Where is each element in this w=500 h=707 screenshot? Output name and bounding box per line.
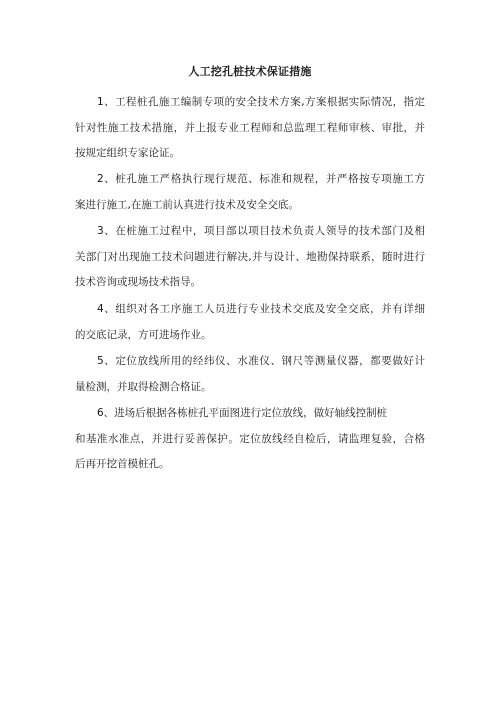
paragraph-line: 5、定位放线所用的经纬仪、水准仪、钢尺等测量仪器，都要做好计 [97,355,425,367]
paragraph-line: 量检测，并取得检测合格证。 [75,380,212,393]
paragraph-line: 按规定组织专家论证。 [75,147,180,159]
paragraph-line: 关部门对出现施工技术问题进行解决,并与设计、地勘保持联系，随时进行 [75,250,425,263]
paragraph-line: 的交底记录，方可进场作业。 [75,328,212,341]
paragraph-4 [75,297,425,348]
paragraph-line: 和基准水准点，并进行妥善保护。定位放线经自检后，请监理复验，合格 [75,432,425,445]
paragraph-line: 技术咨询或现场技术指导。 [75,276,201,288]
paragraph-5 [75,349,425,400]
paragraph-line: 针对性施工技术措施，并上报专业工程师和总监理工程师审核、审批，并 [75,121,425,134]
paragraph-3 [75,219,425,296]
paragraph-line: 1、工程桩孔施工编制专项的安全技术方案,方案根据实际情况，指定 [97,96,425,108]
paragraph-line: 6、进场后根据各栋桩孔平面图进行定位放线，做好轴线控制桩 [97,407,388,419]
paragraph-line: 后再开挖首模桩孔。 [75,458,170,470]
paragraph-line: 2、桩孔施工严格执行现行规范、标准和规程，并严格按专项施工方 [97,173,425,185]
paragraph-line: 3、在桩施工过程中，项目部以项目技术负责人领导的技术部门及相 [97,225,425,237]
paragraph-6 [75,401,425,478]
document-title: 人工挖孔桩技术保证措施 [188,65,312,78]
paragraph-1 [75,90,425,167]
paragraph-line: 4、组织对各工序施工人员进行专业技术交底及安全交底，并有详细 [97,303,425,315]
paragraph-line: 案进行施工,在施工前认真进行技术及安全交底。 [75,198,299,211]
paragraph-2 [75,167,425,218]
